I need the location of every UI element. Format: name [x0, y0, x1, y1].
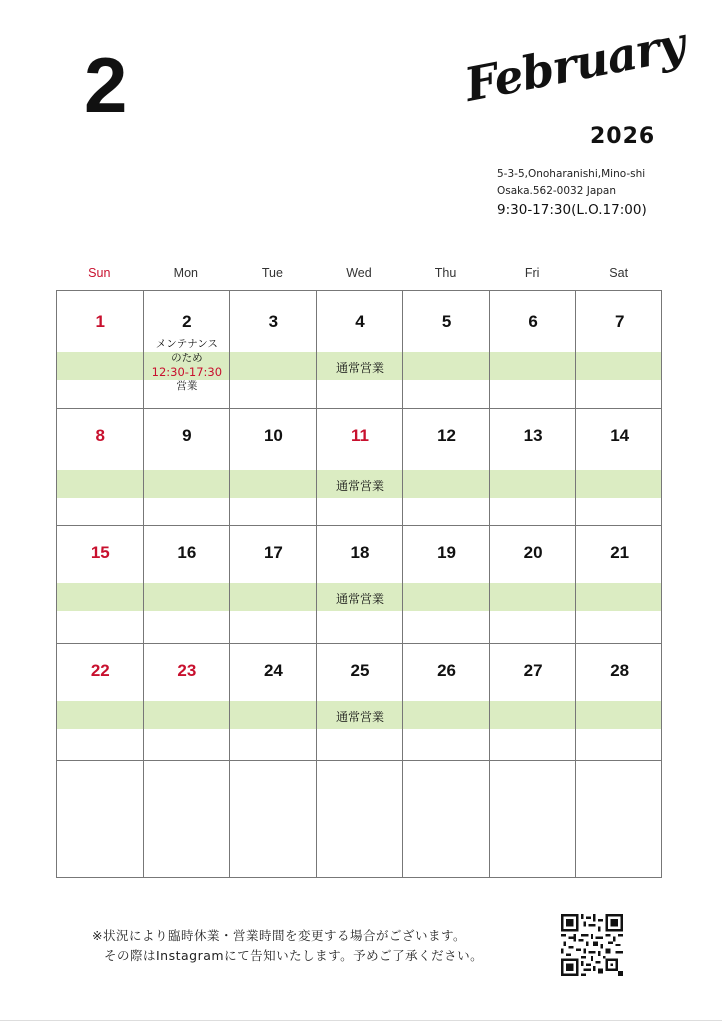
status-label: 通常営業	[335, 592, 384, 606]
day-number: 24	[263, 661, 283, 680]
weekday-sat: Sat	[609, 266, 629, 280]
grid-line	[316, 291, 317, 877]
weekday-thu: Thu	[434, 266, 457, 280]
day-number: 25	[350, 661, 370, 680]
grid-line	[57, 525, 661, 526]
grid-line	[402, 291, 403, 877]
day-number: 2	[182, 312, 192, 331]
day-number: 9	[182, 426, 192, 445]
grid-line	[575, 291, 576, 877]
weekday-tue: Tue	[261, 266, 283, 280]
day-number: 1	[95, 312, 106, 331]
maintenance-note	[144, 337, 231, 393]
calendar-grid	[56, 290, 662, 878]
day-number: 16	[177, 543, 197, 562]
day-number: 13	[523, 426, 543, 445]
qr-code-icon[interactable]	[561, 914, 623, 976]
day-number: 6	[528, 312, 538, 331]
month-number: 2	[84, 41, 128, 129]
note-line-1: メンテナンス	[155, 338, 218, 350]
month-name: February	[460, 16, 689, 112]
status-label: 通常営業	[335, 479, 384, 493]
footer-notice-line-2: その際はInstagramにて告知いたします。予めご了承ください。	[104, 948, 484, 963]
day-number: 17	[263, 543, 283, 562]
day-number: 11	[350, 426, 369, 445]
grid-line	[57, 408, 661, 409]
weekday-header	[56, 266, 662, 284]
day-number: 27	[523, 661, 543, 680]
grid-line	[489, 291, 490, 877]
day-number: 21	[610, 543, 630, 562]
weekday-mon: Mon	[173, 266, 198, 280]
footer-notice-line-1: ※状況により臨時休業・営業時間を変更する場合がございます。	[92, 928, 466, 943]
weekday-wed: Wed	[346, 266, 372, 280]
day-number: 7	[614, 312, 625, 331]
day-number: 15	[90, 543, 110, 562]
business-hours: 9:30-17:30(L.O.17:00)	[497, 202, 647, 218]
day-number: 19	[437, 543, 456, 562]
grid-line	[57, 760, 661, 761]
day-number: 5	[441, 312, 452, 331]
address-line-1: 5-3-5,Onoharanishi,Mino-shi	[497, 168, 646, 180]
page-bottom-divider	[0, 1020, 722, 1021]
day-number: 3	[268, 312, 279, 331]
day-number: 18	[350, 543, 370, 562]
day-number: 26	[437, 661, 456, 680]
day-number: 23	[177, 661, 197, 680]
day-number: 8	[95, 426, 106, 445]
day-number: 12	[437, 426, 456, 445]
weekday-sun: Sun	[88, 266, 111, 280]
day-number: 20	[523, 543, 543, 562]
note-time: 12:30-17:30	[151, 365, 223, 379]
day-number: 10	[263, 426, 283, 445]
status-label: 通常営業	[335, 361, 384, 375]
day-number: 22	[90, 661, 110, 680]
note-line-2: のため	[171, 352, 203, 364]
address-line-2: Osaka.562-0032 Japan	[497, 185, 617, 197]
weekday-fri: Fri	[524, 266, 540, 280]
grid-line	[57, 643, 661, 644]
year: 2026	[590, 124, 656, 149]
note-line-3: 営業	[176, 380, 198, 392]
day-number: 28	[610, 661, 630, 680]
day-number: 14	[610, 426, 630, 445]
status-label: 通常営業	[335, 710, 384, 724]
day-number: 4	[355, 312, 365, 331]
